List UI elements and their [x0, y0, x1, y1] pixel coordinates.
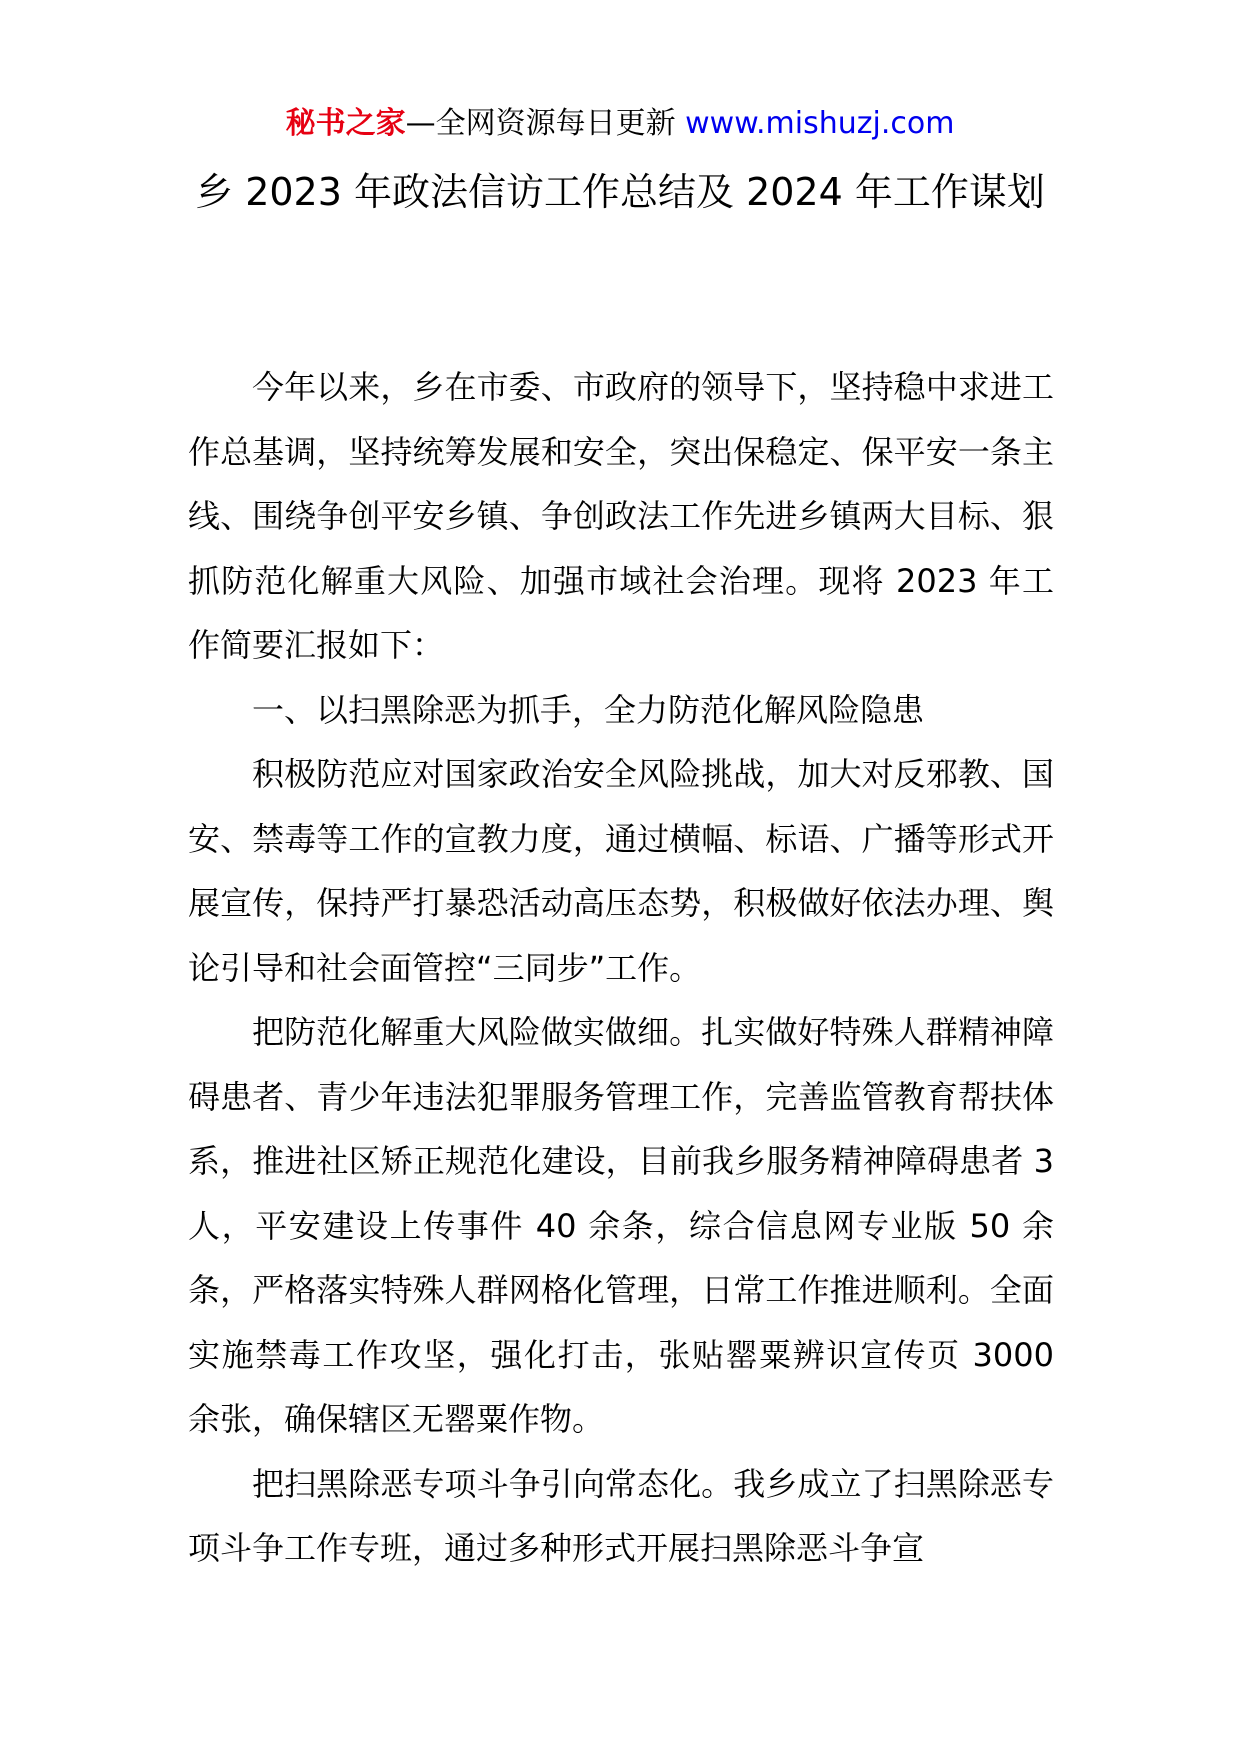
document-title: 乡 2023 年政法信访工作总结及 2024 年工作谋划 [195, 170, 1045, 214]
site-header [0, 102, 1240, 146]
paragraph-anti-crime: 把扫黑除恶专项斗争引向常态化。我乡成立了扫黑除恶专项斗争工作专班，通过多种形式开展扫黑除恶斗争宣 [188, 1464, 1054, 1567]
site-url-link[interactable]: www.mishuzj.com [685, 106, 955, 141]
brand-name: 秘书之家 [285, 106, 406, 141]
document-body [188, 355, 1054, 1581]
header-tagline: —全网资源每日更新 [405, 106, 676, 141]
paragraph-risk-prevention: 把防范化解重大风险做实做细。扎实做好特殊人群精神障碍患者、青少年违法犯罪服务管理工作，完善监管教育帮扶体系，推进社区矫正规范化建设，目前我乡服务精神障碍患者 3 人，平安建设上传事件 40 余条，综合信息网专业版 50 余条，严格落实特殊人群网格化管理，日常工作推进顺利。全面实施禁毒工作攻坚，强化打击，张贴罂粟辨识宣传页 3000 余张，确保辖区无罂粟作物。 [188, 1013, 1054, 1438]
section-heading-1: 一、以扫黑除恶为抓手，全力防范化解风险隐患 [252, 690, 925, 729]
paragraph-political-security: 积极防范应对国家政治安全风险挑战，加大对反邪教、国安、禁毒等工作的宣教力度，通过横幅、标语、广播等形式开展宣传，保持严打暴恐活动高压态势，积极做好依法办理、舆论引导和社会面管控“三同步”工作。 [188, 755, 1054, 987]
paragraph-intro: 今年以来，乡在市委、市政府的领导下，坚持稳中求进工作总基调，坚持统筹发展和安全，突出保稳定、保平安一条主线、围绕争创平安乡镇、争创政法工作先进乡镇两大目标、狠抓防范化解重大风险、加强市域社会治理。现将 2023 年工作简要汇报如下： [188, 368, 1054, 664]
